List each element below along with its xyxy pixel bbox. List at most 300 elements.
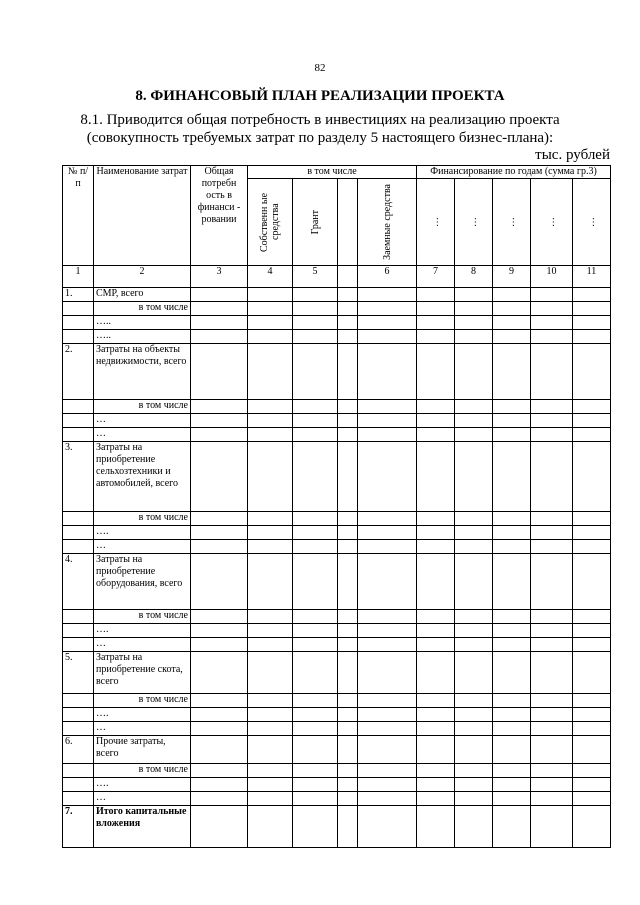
table-row — [63, 610, 611, 624]
table-row — [63, 400, 611, 414]
row-name: … — [94, 540, 191, 554]
header-grant: Грант — [309, 209, 321, 235]
value-cell — [191, 554, 248, 610]
row-name: СМР, всего — [94, 288, 191, 302]
value-cell — [358, 330, 417, 344]
header-year-3: … — [493, 179, 531, 266]
header-year-1: … — [417, 179, 455, 266]
value-cell — [573, 512, 611, 526]
value-cell — [248, 526, 293, 540]
column-separator — [338, 736, 358, 764]
column-separator — [338, 330, 358, 344]
value-cell — [455, 652, 493, 694]
table-row — [63, 792, 611, 806]
table-row — [63, 764, 611, 778]
value-cell — [191, 330, 248, 344]
table-row — [63, 316, 611, 330]
row-number — [63, 722, 94, 736]
row-number: 6. — [63, 736, 94, 764]
value-cell — [248, 694, 293, 708]
row-number — [63, 330, 94, 344]
value-cell — [293, 792, 338, 806]
row-name: … — [94, 638, 191, 652]
row-name: … — [94, 792, 191, 806]
column-separator — [338, 526, 358, 540]
row-number: 7. — [63, 806, 94, 848]
value-cell — [455, 526, 493, 540]
row-name: в том числе — [94, 694, 191, 708]
col-number: 4 — [248, 266, 293, 288]
value-cell — [248, 344, 293, 400]
value-cell — [493, 638, 531, 652]
value-cell — [417, 400, 455, 414]
value-cell — [191, 302, 248, 316]
table-row — [63, 778, 611, 792]
value-cell — [248, 722, 293, 736]
value-cell — [455, 512, 493, 526]
value-cell — [358, 722, 417, 736]
column-separator — [338, 806, 358, 848]
table-row — [63, 722, 611, 736]
column-separator — [338, 778, 358, 792]
value-cell — [293, 414, 338, 428]
value-cell — [493, 442, 531, 512]
value-cell — [493, 624, 531, 638]
value-cell — [191, 288, 248, 302]
value-cell — [248, 638, 293, 652]
col-number: 9 — [493, 266, 531, 288]
value-cell — [191, 610, 248, 624]
value-cell — [191, 442, 248, 512]
value-cell — [191, 428, 248, 442]
column-separator — [338, 708, 358, 722]
value-cell — [358, 764, 417, 778]
value-cell — [358, 540, 417, 554]
value-cell — [493, 400, 531, 414]
table-row — [63, 428, 611, 442]
value-cell — [248, 624, 293, 638]
value-cell — [191, 316, 248, 330]
row-name: …. — [94, 526, 191, 540]
column-separator — [338, 540, 358, 554]
value-cell — [191, 778, 248, 792]
value-cell — [293, 764, 338, 778]
row-name: Итого капитальные вложения — [94, 806, 191, 848]
value-cell — [455, 722, 493, 736]
value-cell — [358, 302, 417, 316]
value-cell — [573, 288, 611, 302]
row-number: 2. — [63, 344, 94, 400]
value-cell — [531, 442, 573, 512]
header-financing: Финансирование по годам (сумма гр.3) — [417, 166, 611, 179]
value-cell — [417, 442, 455, 512]
column-separator — [338, 694, 358, 708]
value-cell — [493, 778, 531, 792]
value-cell — [531, 610, 573, 624]
header-total: Общая потребн ость в финанси - ровании — [191, 166, 248, 266]
row-name: … — [94, 414, 191, 428]
column-separator — [338, 554, 358, 610]
value-cell — [493, 610, 531, 624]
value-cell — [455, 610, 493, 624]
section-heading: 8. ФИНАНСОВЫЙ ПЛАН РЕАЛИЗАЦИИ ПРОЕКТА — [135, 88, 505, 104]
value-cell — [417, 316, 455, 330]
row-number — [63, 540, 94, 554]
value-cell — [417, 624, 455, 638]
column-separator — [338, 400, 358, 414]
value-cell — [573, 554, 611, 610]
col-number: 11 — [573, 266, 611, 288]
table-row — [63, 638, 611, 652]
value-cell — [293, 288, 338, 302]
value-cell — [248, 330, 293, 344]
value-cell — [293, 512, 338, 526]
value-cell — [417, 610, 455, 624]
value-cell — [493, 736, 531, 764]
column-separator — [338, 302, 358, 316]
header-year-5: … — [573, 179, 611, 266]
value-cell — [573, 442, 611, 512]
value-cell — [417, 778, 455, 792]
value-cell — [531, 288, 573, 302]
column-separator — [338, 652, 358, 694]
value-cell — [573, 344, 611, 400]
value-cell — [455, 344, 493, 400]
value-cell — [417, 414, 455, 428]
value-cell — [493, 428, 531, 442]
value-cell — [293, 554, 338, 610]
value-cell — [191, 638, 248, 652]
value-cell — [191, 512, 248, 526]
value-cell — [248, 792, 293, 806]
value-cell — [455, 764, 493, 778]
value-cell — [455, 806, 493, 848]
value-cell — [573, 526, 611, 540]
value-cell — [191, 526, 248, 540]
value-cell — [248, 540, 293, 554]
row-number — [63, 638, 94, 652]
value-cell — [358, 610, 417, 624]
row-number — [63, 764, 94, 778]
column-separator — [338, 428, 358, 442]
value-cell — [573, 722, 611, 736]
header-year-2: … — [455, 179, 493, 266]
table-row — [63, 526, 611, 540]
value-cell — [493, 414, 531, 428]
value-cell — [191, 540, 248, 554]
value-cell — [455, 288, 493, 302]
row-number: 3. — [63, 442, 94, 512]
value-cell — [191, 414, 248, 428]
value-cell — [455, 554, 493, 610]
table-row — [63, 344, 611, 400]
row-name: в том числе — [94, 400, 191, 414]
value-cell — [573, 610, 611, 624]
value-cell — [531, 526, 573, 540]
value-cell — [248, 652, 293, 694]
col-number: 5 — [293, 266, 338, 288]
value-cell — [248, 554, 293, 610]
value-cell — [493, 330, 531, 344]
value-cell — [293, 638, 338, 652]
value-cell — [248, 302, 293, 316]
value-cell — [417, 540, 455, 554]
header-year-4: … — [531, 179, 573, 266]
header-loan-cell — [358, 179, 417, 266]
row-name: …. — [94, 624, 191, 638]
value-cell — [573, 316, 611, 330]
value-cell — [293, 708, 338, 722]
value-cell — [455, 316, 493, 330]
value-cell — [293, 316, 338, 330]
value-cell — [493, 722, 531, 736]
value-cell — [531, 638, 573, 652]
value-cell — [573, 708, 611, 722]
value-cell — [573, 624, 611, 638]
value-cell — [293, 540, 338, 554]
table-row — [63, 414, 611, 428]
value-cell — [573, 652, 611, 694]
value-cell — [493, 540, 531, 554]
value-cell — [493, 512, 531, 526]
value-cell — [531, 316, 573, 330]
row-number — [63, 792, 94, 806]
value-cell — [455, 638, 493, 652]
row-name: … — [94, 428, 191, 442]
value-cell — [248, 400, 293, 414]
value-cell — [358, 652, 417, 694]
value-cell — [191, 624, 248, 638]
value-cell — [417, 722, 455, 736]
value-cell — [531, 330, 573, 344]
value-cell — [573, 806, 611, 848]
value-cell — [573, 792, 611, 806]
value-cell — [248, 764, 293, 778]
value-cell — [248, 610, 293, 624]
row-number — [63, 624, 94, 638]
value-cell — [417, 694, 455, 708]
table-row — [63, 288, 611, 302]
value-cell — [493, 302, 531, 316]
value-cell — [248, 288, 293, 302]
value-cell — [358, 344, 417, 400]
row-name: Затраты на приобретение скота, всего — [94, 652, 191, 694]
value-cell — [531, 708, 573, 722]
column-separator — [338, 792, 358, 806]
value-cell — [455, 708, 493, 722]
value-cell — [248, 806, 293, 848]
value-cell — [531, 512, 573, 526]
value-cell — [493, 694, 531, 708]
column-separator — [338, 288, 358, 302]
value-cell — [573, 778, 611, 792]
value-cell — [248, 316, 293, 330]
row-number — [63, 694, 94, 708]
column-separator — [338, 624, 358, 638]
value-cell — [191, 792, 248, 806]
row-name: …. — [94, 778, 191, 792]
value-cell — [493, 288, 531, 302]
value-cell — [417, 288, 455, 302]
row-name: Прочие затраты, всего — [94, 736, 191, 764]
col-number: 10 — [531, 266, 573, 288]
value-cell — [573, 414, 611, 428]
value-cell — [358, 694, 417, 708]
table-row — [63, 512, 611, 526]
value-cell — [531, 540, 573, 554]
value-cell — [531, 624, 573, 638]
value-cell — [191, 722, 248, 736]
col-number: 1 — [63, 266, 94, 288]
header-incl: в том числе — [248, 166, 417, 179]
value-cell — [417, 526, 455, 540]
value-cell — [358, 638, 417, 652]
table-row — [63, 736, 611, 764]
row-number: 5. — [63, 652, 94, 694]
value-cell — [455, 540, 493, 554]
column-separator — [338, 764, 358, 778]
column-number-row — [63, 266, 611, 288]
column-separator — [338, 610, 358, 624]
row-number — [63, 778, 94, 792]
value-cell — [248, 512, 293, 526]
value-cell — [493, 316, 531, 330]
value-cell — [573, 302, 611, 316]
column-separator — [338, 344, 358, 400]
value-cell — [417, 708, 455, 722]
value-cell — [573, 428, 611, 442]
value-cell — [573, 400, 611, 414]
value-cell — [455, 400, 493, 414]
value-cell — [493, 526, 531, 540]
header-grant-cell — [293, 179, 338, 266]
value-cell — [531, 792, 573, 806]
column-separator — [338, 316, 358, 330]
row-number — [63, 610, 94, 624]
row-name: Затраты на объекты недвижимости, всего — [94, 344, 191, 400]
table-row — [63, 302, 611, 316]
column-separator — [338, 414, 358, 428]
row-name: в том числе — [94, 610, 191, 624]
value-cell — [493, 708, 531, 722]
row-name: …. — [94, 708, 191, 722]
value-cell — [358, 400, 417, 414]
header-row-1 — [63, 166, 611, 179]
value-cell — [531, 400, 573, 414]
row-number — [63, 428, 94, 442]
value-cell — [455, 792, 493, 806]
value-cell — [493, 554, 531, 610]
value-cell — [531, 428, 573, 442]
row-number: 1. — [63, 288, 94, 302]
value-cell — [358, 736, 417, 764]
value-cell — [293, 722, 338, 736]
value-cell — [531, 344, 573, 400]
column-separator — [338, 266, 358, 288]
table-row — [63, 624, 611, 638]
value-cell — [573, 764, 611, 778]
value-cell — [455, 442, 493, 512]
row-number — [63, 708, 94, 722]
header-own-cell — [248, 179, 293, 266]
value-cell — [248, 442, 293, 512]
value-cell — [358, 512, 417, 526]
table-row — [63, 554, 611, 610]
value-cell — [293, 526, 338, 540]
value-cell — [531, 736, 573, 764]
value-cell — [417, 736, 455, 764]
value-cell — [293, 610, 338, 624]
value-cell — [455, 694, 493, 708]
col-number: 3 — [191, 266, 248, 288]
value-cell — [455, 624, 493, 638]
value-cell — [293, 778, 338, 792]
value-cell — [455, 428, 493, 442]
table-row — [63, 442, 611, 512]
value-cell — [531, 652, 573, 694]
value-cell — [293, 442, 338, 512]
value-cell — [358, 778, 417, 792]
value-cell — [531, 302, 573, 316]
value-cell — [417, 428, 455, 442]
header-own: Собственн ые средства — [259, 192, 281, 252]
value-cell — [293, 344, 338, 400]
value-cell — [293, 736, 338, 764]
value-cell — [417, 764, 455, 778]
row-name: ….. — [94, 330, 191, 344]
col-number: 8 — [455, 266, 493, 288]
row-name: в том числе — [94, 512, 191, 526]
value-cell — [358, 288, 417, 302]
value-cell — [358, 316, 417, 330]
value-cell — [573, 638, 611, 652]
table-row — [63, 694, 611, 708]
value-cell — [493, 764, 531, 778]
row-name: … — [94, 722, 191, 736]
row-name: в том числе — [94, 764, 191, 778]
row-name: Затраты на приобретение оборудования, всего — [94, 554, 191, 610]
value-cell — [573, 736, 611, 764]
value-cell — [293, 428, 338, 442]
header-name: Наименование затрат — [94, 166, 191, 266]
row-name: в том числе — [94, 302, 191, 316]
page-number: 82 — [314, 62, 326, 74]
column-separator — [338, 638, 358, 652]
value-cell — [358, 708, 417, 722]
value-cell — [417, 806, 455, 848]
subheading-line-2: (совокупность требуемых затрат по разделу 5 настоящего бизнес-плана): — [86, 130, 554, 146]
value-cell — [531, 806, 573, 848]
value-cell — [293, 652, 338, 694]
col-number: 2 — [94, 266, 191, 288]
value-cell — [293, 330, 338, 344]
row-name: ….. — [94, 316, 191, 330]
value-cell — [531, 414, 573, 428]
value-cell — [358, 624, 417, 638]
value-cell — [293, 400, 338, 414]
value-cell — [531, 722, 573, 736]
row-number — [63, 414, 94, 428]
header-separator — [338, 179, 358, 266]
value-cell — [358, 792, 417, 806]
row-number — [63, 316, 94, 330]
value-cell — [455, 736, 493, 764]
table-row — [63, 540, 611, 554]
value-cell — [191, 736, 248, 764]
value-cell — [358, 414, 417, 428]
value-cell — [493, 806, 531, 848]
subheading-line-1: 8.1. Приводится общая потребность в инвестициях на реализацию проекта — [80, 112, 560, 128]
